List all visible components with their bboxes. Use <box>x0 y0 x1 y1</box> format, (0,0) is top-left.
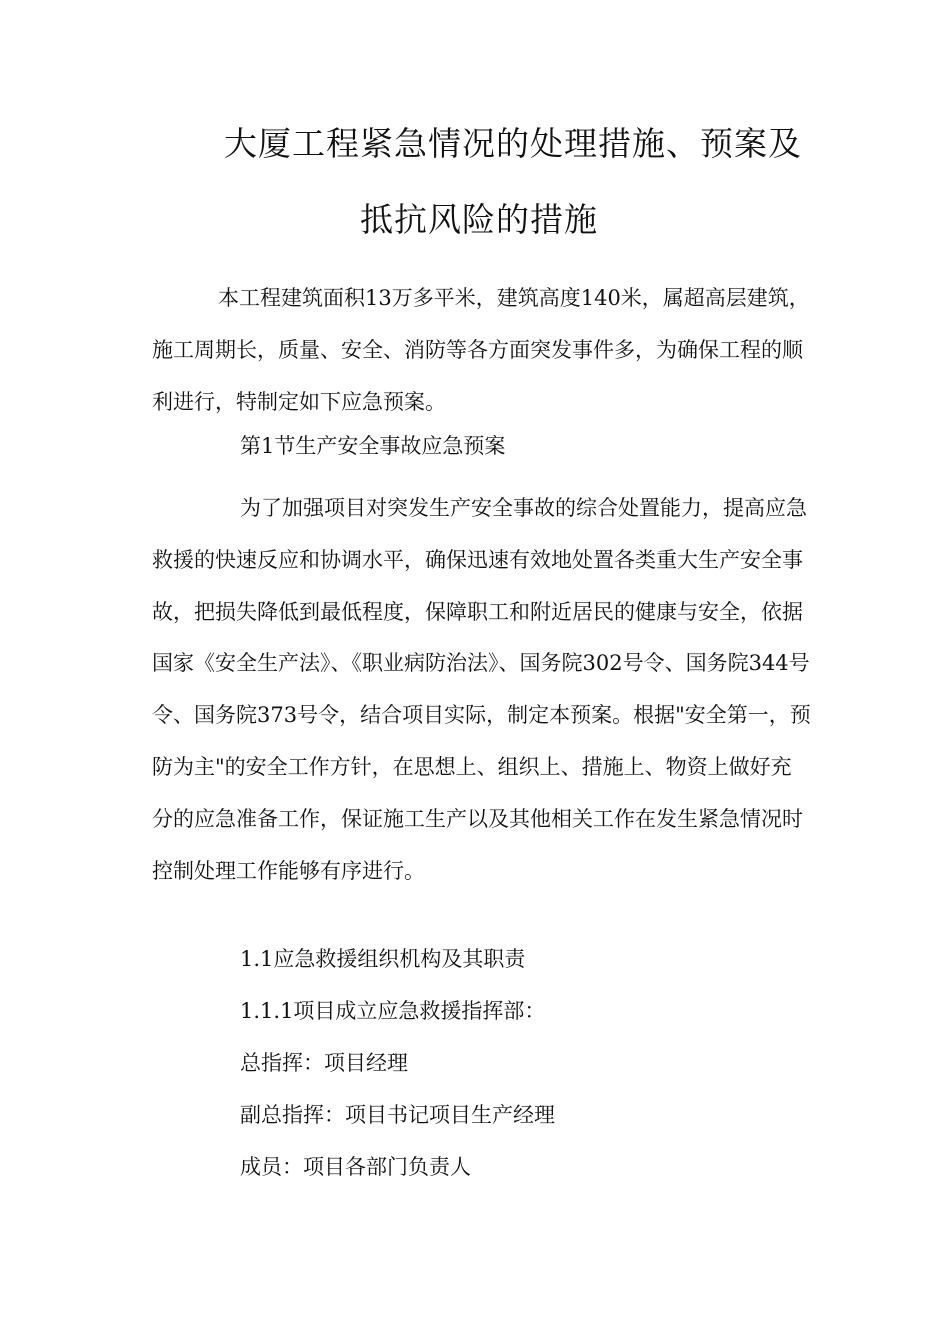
section-paragraph: 为了加强项目对突发生产安全事故的综合处置能力，提高应急救援的快速反应和协调水平，确保迅速有效地处置各类重大生产安全事故，把损失降低到最低程度，保障职工和附近居民的健康与安全，依据国家《安全生产法》、《职业病防治法》、国务院302号令、国务院344号令、国务院373号令，结合项目实际，制定本预案。根据"安全第一，预防为主"的安全工作方针，在思想上、组织上、措施上、物资上做好充分的应急准备工作，保证施工生产以及其他相关工作在发生紧急情况时控制处理工作能够有序进行。 <box>152 496 811 883</box>
document-title-line-2: 抵抗风险的措施 <box>360 200 598 239</box>
section-heading: 第1节生产安全事故应急预案 <box>240 434 506 458</box>
intro-paragraph: 本工程建筑面积13万多平米，建筑高度140米，属超高层建筑，施工周期长，质量、安全、消防等各方面突发事件多，为确保工程的顺利进行，特制定如下应急预案。 <box>152 286 810 414</box>
subheading-1-1-1: 1.1.1项目成立应急救援指挥部： <box>240 999 546 1023</box>
document-title-line-1: 大厦工程紧急情况的处理措施、预案及 <box>224 124 802 163</box>
deputy-commander-line: 副总指挥：项目书记项目生产经理 <box>240 1103 555 1127</box>
subheading-1-1: 1.1应急救援组织机构及其职责 <box>240 947 526 971</box>
members-line: 成员：项目各部门负责人 <box>240 1155 471 1179</box>
chief-commander-line: 总指挥：项目经理 <box>240 1051 408 1075</box>
